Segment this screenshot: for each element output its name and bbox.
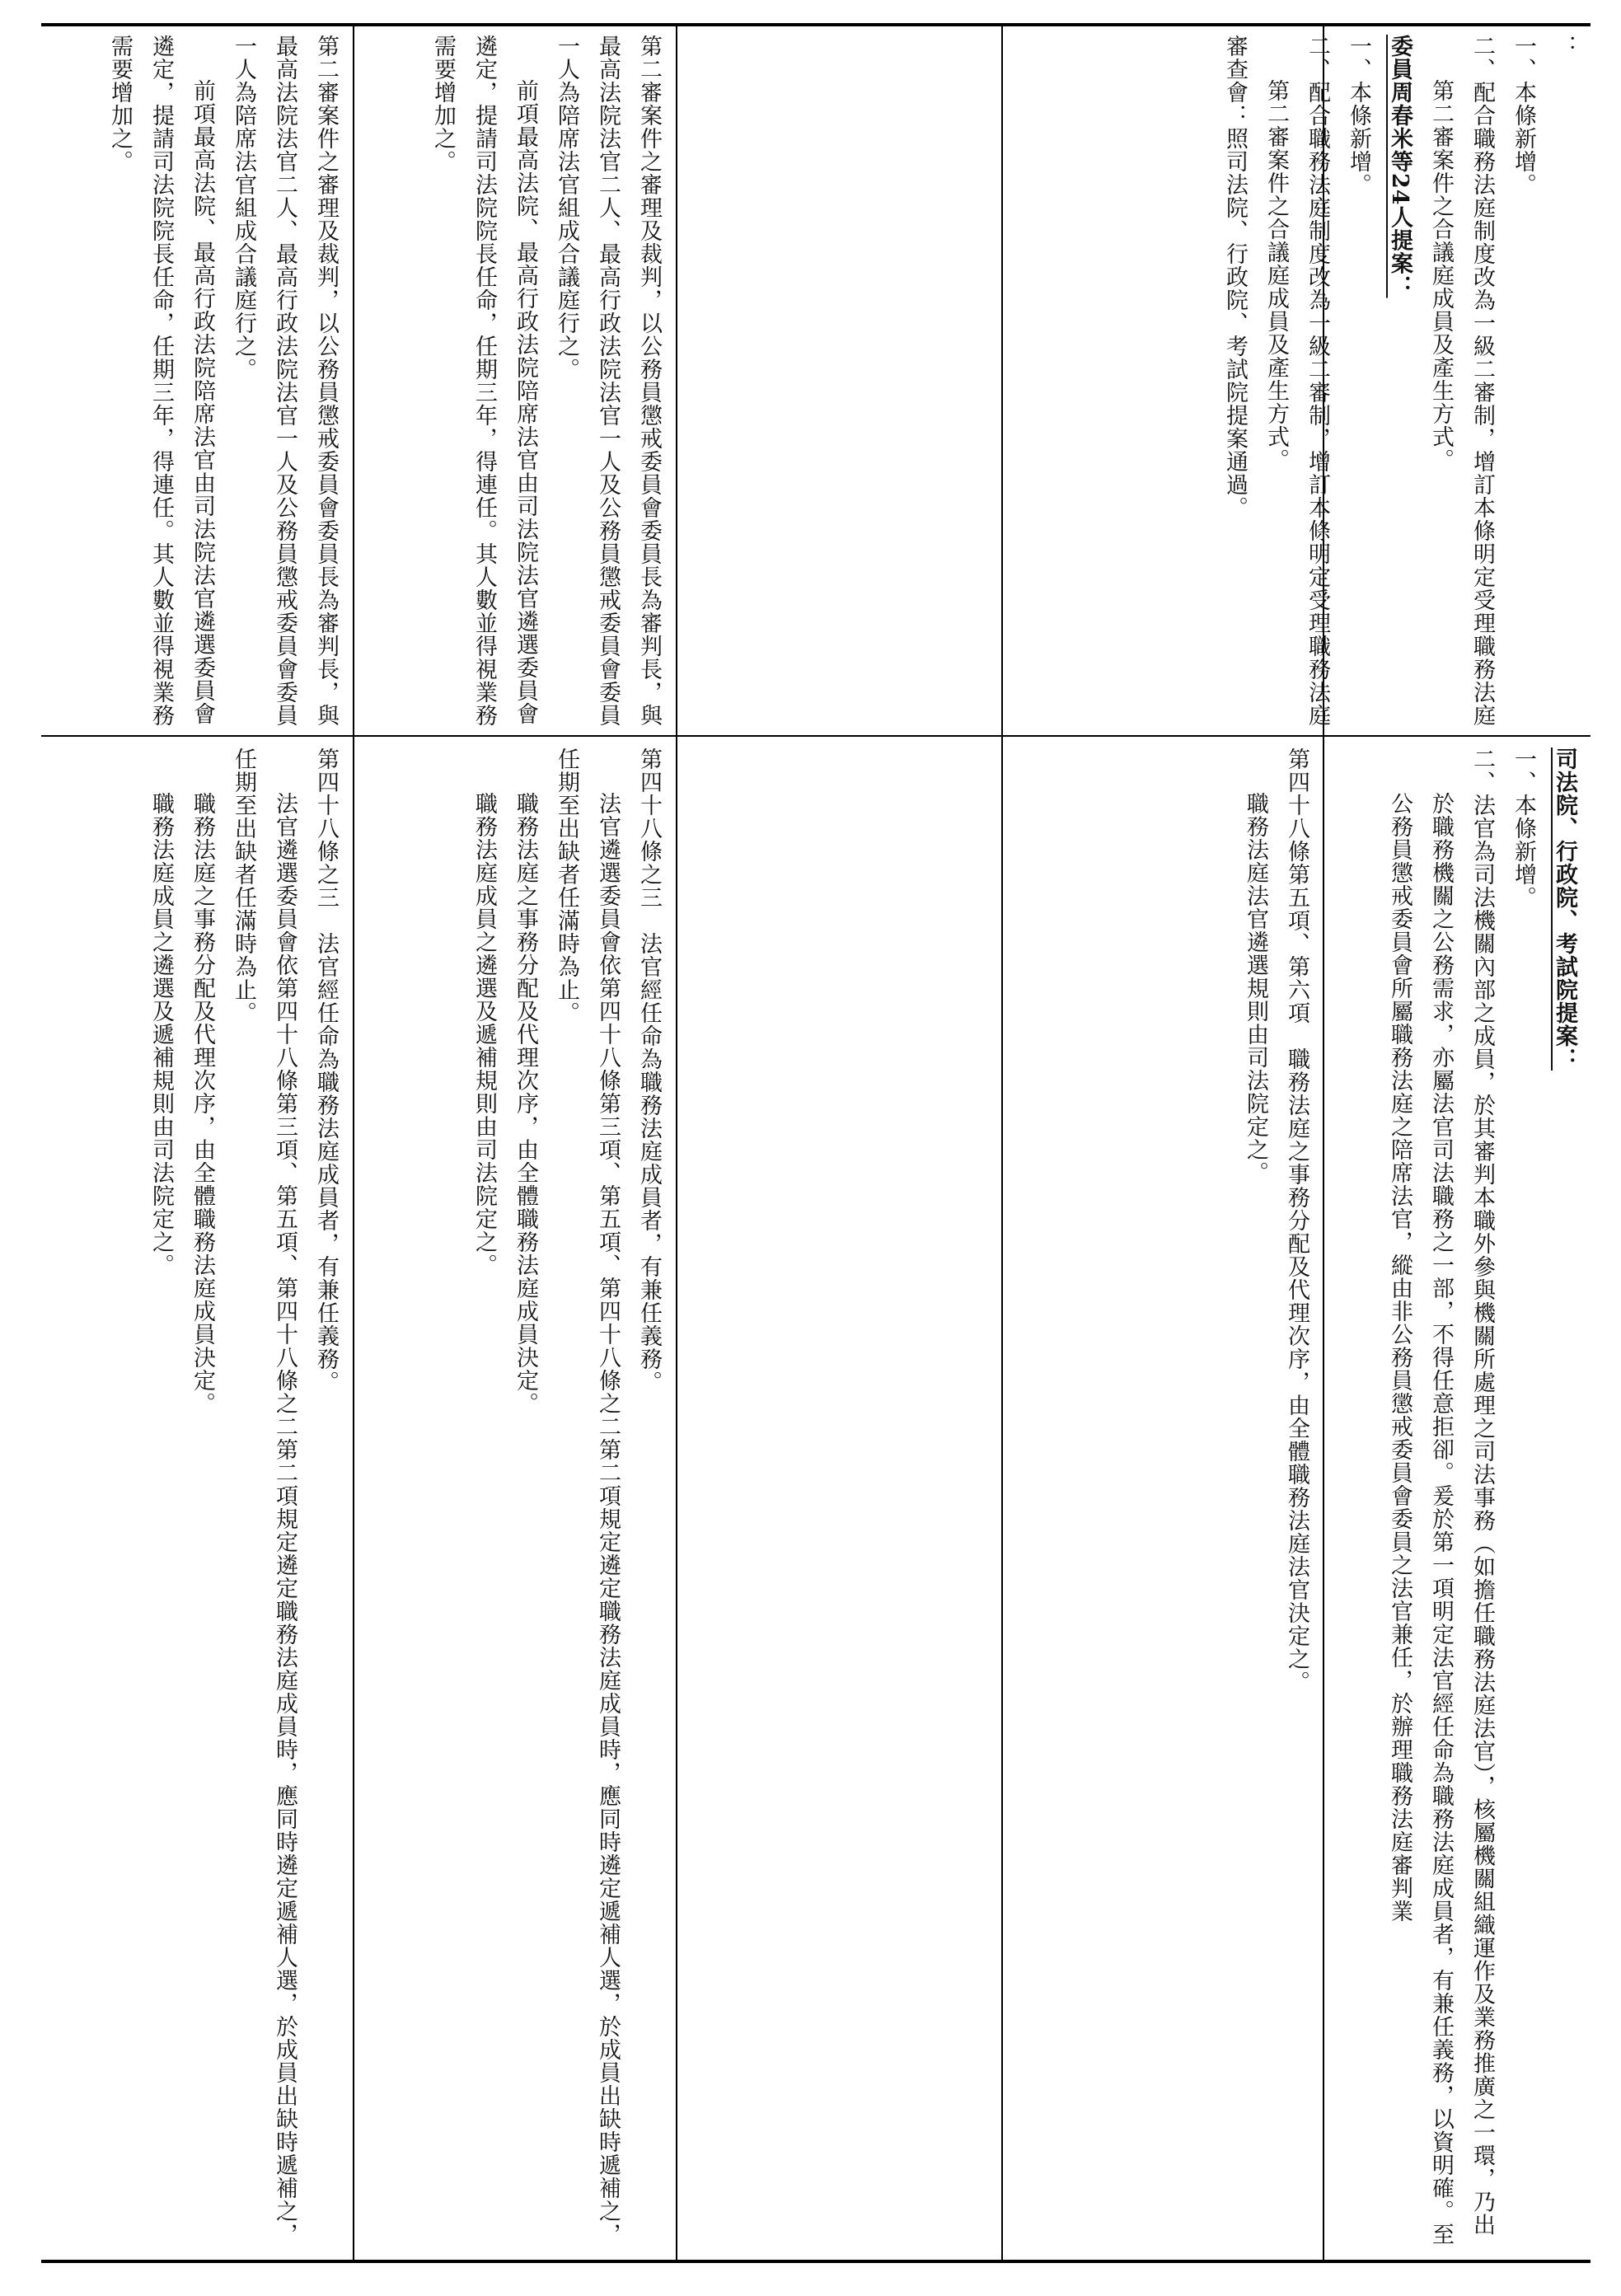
comparison-table bbox=[41, 23, 1591, 2263]
top-col-proposal-b: 第二審案件之審理及裁判，以公務員懲戒委員會委員長為審判長，與最高法院法官二人、最高行政法院法官一人及公務員懲戒委員會委員一人為陪席法官組成合議庭行之。 前項最高法院、最高行政法院陪席法官由司法院法官遴選委員會遴定，提請司法院院長任命，任期三年，得連任。其人數並得視業務需要增加之。 bbox=[430, 35, 662, 727]
bottom-col-amendment-reason: 司法院、行政院、考試院提案： 一、本條新增。 二、法官為司法機關內部之成員，於其審判本職外參與機關所處理之司法事務（如擔任職務法庭法官），核屬機關組織運作及業務推廣之一環，乃出於職務機關之公務需求，亦屬法官司法職務之一部，不得任意拒卻。爰於第一項明定法官經任命為職務法庭成員者，有兼任義務，以資明確。至公務員懲戒委員會所屬職務法庭之陪席法官，縱由非公務員懲戒委員會委員之法官兼任，於辦理職務法庭審判業 bbox=[1387, 747, 1577, 2246]
top-col-proposal-a bbox=[686, 35, 996, 727]
col-divider-1 bbox=[353, 26, 354, 2260]
top-col-proposal-c: 第二審案件之審理及裁判，以公務員懲戒委員會委員長為審判長，與最高法院法官二人、最高行政法院法官一人及公務員懲戒委員會委員一人為陪席法官組成合議庭行之。 前項最高法院、最高行政法院陪席法官由司法院法官遴選委員會遴定，提請司法院院長任命，任期三年，得連任。其人數並得視業務需要增加之。 bbox=[107, 35, 339, 727]
bottom-col-proposal-c: 第四十八條之三 法官經任命為職務法庭成員者，有兼任義務。 法官遴選委員會依第四十八條第三項、第五項、第四十八條之二第二項規定遴定職務法庭成員時，應同時遴定遞補人選，於成員出缺時遞補之，任期至出缺者任滿時為止。 職務法庭之事務分配及代理次序，由全體職務法庭成員決定。 職務法庭成員之遴選及遞補規則由司法院定之。 bbox=[148, 747, 339, 2246]
col-divider-3 bbox=[1001, 26, 1003, 2260]
top-col-current-law bbox=[1012, 35, 1317, 727]
top-col-amendment-reason: ： 一、本條新增。 二、配合職務法庭制度改為一級二審制，增訂本條明定受理職務法庭第二審案件之合議庭成員及產生方式。 委員周春米等24人提案： 一、本條新增。 二、配合職務法庭制度改為一級二審制，增訂本條明定受理職務法庭第二審案件之合議庭成員及產生方式。 審查會：照司法院、行政院、考試院提案通過。 bbox=[1222, 35, 1577, 727]
bottom-col-current-law: 第四十八條第五項、第六項 職務法庭之事務分配及代理次序，由全體職務法庭法官決定之。 職務法庭法官遴選規則由司法院定之。 bbox=[1243, 747, 1309, 1694]
bottom-col-proposal-b: 第四十八條之三 法官經任命為職務法庭成員者，有兼任義務。 法官遴選委員會依第四十八條第三項、第五項、第四十八條之二第二項規定遴定職務法庭成員時，應同時遴定遞補人選，於成員出缺時遞補之，任期至出缺者任滿時為止。 職務法庭之事務分配及代理次序，由全體職務法庭成員決定。 職務法庭成員之遴選及遞補規則由司法院定之。 bbox=[471, 747, 662, 2246]
row-divider bbox=[41, 735, 1591, 737]
bottom-col-proposal-a bbox=[686, 747, 996, 2251]
col-divider-2 bbox=[676, 26, 677, 2260]
